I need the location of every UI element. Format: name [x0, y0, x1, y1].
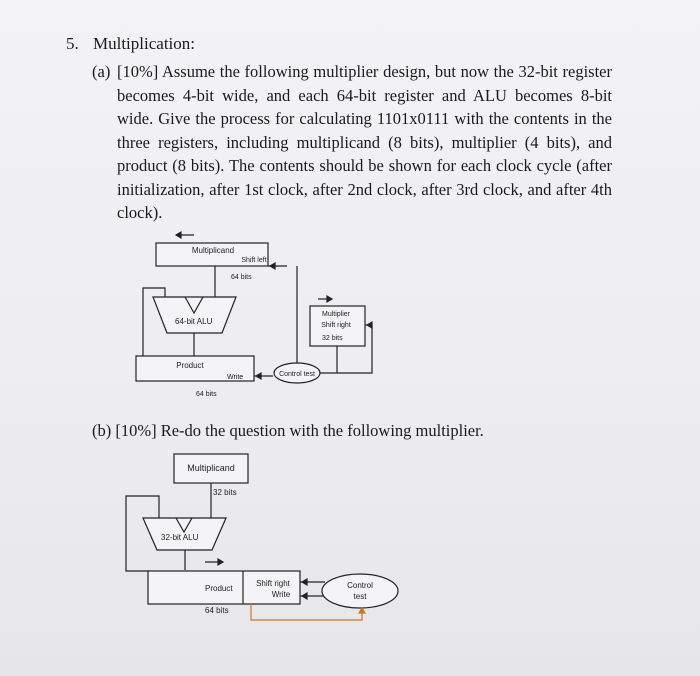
part-b-text: (b) [10%] Re-do the question with the following multiplier.	[92, 421, 484, 440]
b-product-label: Product	[205, 584, 233, 593]
a-control-label: Control test	[279, 371, 315, 378]
b-write-label: Write	[271, 590, 291, 599]
b-32bits-label: 32 bits	[213, 488, 237, 497]
a-alu-label: 64-bit ALU	[175, 317, 213, 326]
b-64bits-label: 64 bits	[205, 606, 229, 615]
b-multiplicand-label: Multiplicand	[187, 463, 235, 473]
b-alu-label: 32-bit ALU	[161, 533, 199, 542]
part-a-text: [10%] Assume the following multiplier design, but now the 32-bit register becomes 4-bit wide, and each 64-bit register and ALU becomes 8-bit wide. Give the process for calculating 1101x0111 with the contents in the three registers, including multiplicand (8 bits), multiplier (4 bits), and product (8 bits). The contents should be shown for each clock cycle (after initialization, after 1st clock, after 2nd clock, after 3rd clock, and after 4th clock).	[117, 62, 612, 222]
b-shift-right-label: Shift right	[256, 579, 290, 588]
a-32bits-label: 32 bits	[322, 335, 343, 342]
a-multiplier-label: Multiplier	[321, 311, 351, 318]
a-product-label: Product	[176, 361, 204, 370]
a-64bits-top-label: 64 bits	[231, 274, 252, 281]
a-shift-left-label: Shift left	[241, 257, 267, 264]
b-control-label-line1: Control	[347, 581, 373, 590]
b-control-test	[322, 574, 398, 608]
question-title: Multiplication:	[93, 34, 195, 53]
a-shift-right-label: Shift right	[321, 322, 351, 329]
part-a-label: (a)	[92, 62, 111, 81]
a-multiplicand-label: Multiplicand	[191, 246, 235, 255]
a-64bits-bottom-label: 64 bits	[196, 391, 217, 398]
b-control-label-line2: test	[353, 592, 367, 601]
question-number: 5.	[66, 34, 79, 53]
a-write-label: Write	[227, 374, 244, 381]
